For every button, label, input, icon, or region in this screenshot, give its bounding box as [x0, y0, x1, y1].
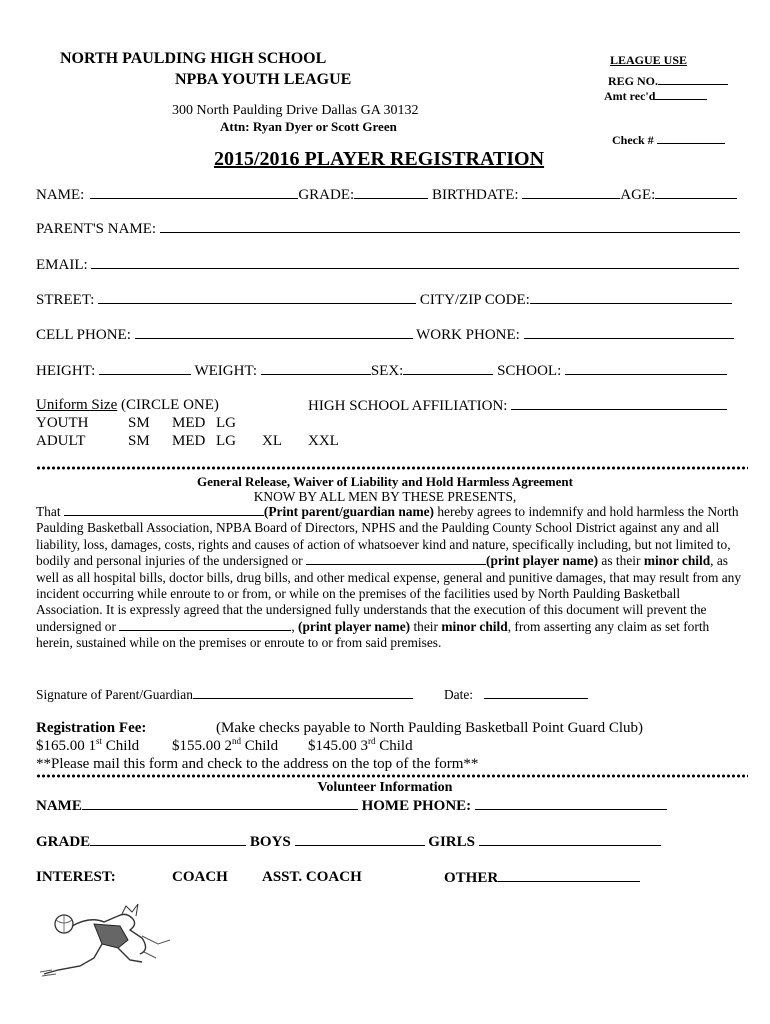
- interest-label: INTEREST:: [36, 869, 116, 885]
- date-label: Date:: [444, 687, 473, 702]
- fee2-tail: Child: [241, 738, 279, 754]
- other-field[interactable]: [498, 869, 640, 882]
- signature-row: [36, 686, 413, 703]
- height-field[interactable]: [99, 362, 191, 375]
- volunteer-grade-field[interactable]: [90, 833, 246, 846]
- uniform-instruction: (CIRCLE ONE): [120, 397, 219, 413]
- work-phone-field[interactable]: [524, 326, 734, 339]
- uniform-size-heading: [36, 397, 219, 414]
- girls-field[interactable]: [479, 833, 661, 846]
- registration-fee-label: Registration Fee:: [36, 720, 147, 736]
- boys-label: BOYS: [249, 834, 291, 850]
- fee3-tail: Child: [375, 738, 413, 754]
- height-label: HEIGHT:: [36, 363, 96, 379]
- league-name: NPBA YOUTH LEAGUE: [175, 71, 352, 88]
- date-row: [444, 686, 588, 703]
- email-field[interactable]: [91, 256, 739, 269]
- cell-phone-field[interactable]: [135, 326, 413, 339]
- waiver-text-4: their: [410, 618, 442, 634]
- fee-first-child: [36, 738, 139, 755]
- home-phone-label: HOME PHONE:: [361, 798, 472, 814]
- age-field[interactable]: [655, 186, 737, 199]
- sex-label: SEX:: [370, 363, 404, 379]
- signature-label: Signature of Parent/Guardian: [36, 687, 193, 702]
- fee1-tail: Child: [102, 738, 140, 754]
- uniform-size-label: Uniform Size: [36, 397, 118, 413]
- physical-row: [36, 362, 727, 380]
- name-label: NAME:: [36, 187, 85, 203]
- youth-size-sm[interactable]: SM: [128, 415, 150, 431]
- player-name-field-1[interactable]: [306, 554, 486, 565]
- work-phone-label: WORK PHONE:: [416, 327, 520, 343]
- asst-coach-option[interactable]: ASST. COACH: [262, 869, 362, 885]
- waiver-text-5: , from asserting any claim as set forth herein, sustained while on the premises or enroute to or from said premises.: [36, 618, 710, 651]
- print-player-label-2: (print player name): [298, 618, 411, 634]
- check-no-field[interactable]: [612, 133, 725, 148]
- school-field[interactable]: [565, 362, 727, 375]
- youth-size-label: YOUTH: [36, 415, 89, 431]
- email-label: EMAIL:: [36, 257, 88, 273]
- amt-recd-field[interactable]: [604, 89, 707, 104]
- fee1-suffix: st: [96, 736, 103, 746]
- minor-child-2: minor child: [441, 618, 508, 634]
- boys-field[interactable]: [295, 833, 425, 846]
- phone-row: [36, 326, 734, 344]
- fee-third-child: [308, 738, 413, 755]
- fee3-suffix: rd: [368, 736, 376, 746]
- adult-size-lg[interactable]: LG: [216, 433, 236, 449]
- fee2-suffix: nd: [232, 736, 241, 746]
- weight-field[interactable]: [261, 362, 371, 375]
- amt-recd-label: Amt rec'd: [604, 89, 656, 103]
- waiver-comma: ,: [291, 618, 299, 634]
- form-title: 2015/2016 PLAYER REGISTRATION: [214, 148, 545, 170]
- affiliation-row: [308, 397, 727, 415]
- basketball-player-mascot-icon: [32, 900, 182, 980]
- mail-note: **Please mail this form and check to the address on the top of the form**: [36, 756, 479, 772]
- school-name: NORTH PAULDING HIGH SCHOOL: [60, 50, 327, 67]
- adult-size-label: ADULT: [36, 433, 86, 449]
- birthdate-field[interactable]: [522, 186, 620, 199]
- minor-child-1: minor child: [643, 553, 711, 569]
- parent-guardian-name-field[interactable]: [64, 505, 264, 516]
- other-option[interactable]: [444, 869, 640, 887]
- fee2-amount: $155.00 2: [172, 738, 232, 754]
- parents-name-field[interactable]: [160, 220, 740, 233]
- fee3-amount: $145.00 3: [308, 738, 368, 754]
- email-row: [36, 256, 739, 274]
- attention-line: Attn: Ryan Dyer or Scott Green: [220, 119, 397, 134]
- reg-no-label: REG NO.: [608, 74, 659, 88]
- fee-second-child: [172, 738, 278, 755]
- reg-no-field[interactable]: [608, 74, 728, 89]
- adult-size-xxl[interactable]: XXL: [308, 433, 339, 449]
- waiver-body: [36, 504, 748, 652]
- sex-field[interactable]: [403, 362, 493, 375]
- street-field[interactable]: [98, 291, 416, 304]
- city-zip-field[interactable]: [530, 291, 732, 304]
- name-field[interactable]: [90, 186, 298, 199]
- coach-option[interactable]: COACH: [172, 869, 228, 885]
- volunteer-grade-label: GRADE: [36, 834, 91, 850]
- waiver-text-2: as their: [598, 553, 644, 569]
- adult-size-xl[interactable]: XL: [262, 433, 282, 449]
- parents-name-label: PARENT'S NAME:: [36, 221, 157, 237]
- age-label: AGE:: [620, 187, 656, 203]
- print-player-label-1: (print player name): [485, 553, 599, 569]
- checks-payable-note: (Make checks payable to North Paulding Basketball Point Guard Club): [216, 720, 643, 736]
- waiver-title: General Release, Waiver of Liability and Hold Harmless Agreement: [197, 474, 573, 489]
- player-row-1: [36, 186, 737, 204]
- school-label: SCHOOL:: [497, 363, 562, 379]
- birthdate-label: BIRTHDATE:: [431, 187, 519, 203]
- signature-field[interactable]: [193, 686, 413, 699]
- section-divider-2: [36, 774, 748, 778]
- player-name-field-2[interactable]: [119, 620, 291, 631]
- section-divider: [36, 466, 748, 470]
- address-row: [36, 291, 732, 309]
- grade-label: GRADE:: [298, 187, 355, 203]
- waiver-subtitle: KNOW BY ALL MEN BY THESE PRESENTS,: [253, 489, 517, 504]
- fee1-amount: $165.00 1: [36, 738, 96, 754]
- youth-size-lg[interactable]: LG: [216, 415, 236, 431]
- parent-row: [36, 220, 740, 238]
- home-phone-field[interactable]: [475, 797, 667, 810]
- city-zip-label: CITY/ZIP CODE:: [419, 292, 530, 308]
- volunteer-name-label: NAME: [36, 798, 82, 814]
- volunteer-name-row: [36, 797, 667, 815]
- weight-label: WEIGHT:: [194, 363, 258, 379]
- waiver-text-1: hereby agrees to indemnify and hold harmless the North Paulding Basketball Association, NPBA Board of Directors, NPHS and the Paulding County School District against any and all liability, loss, damages, costs, rights and causes of action of whatsoever kind and nature, specifically including, but not limited to, bodily and personal injuries of the undersigned or: [36, 504, 739, 569]
- school-address: 300 North Paulding Drive Dallas GA 30132: [172, 103, 419, 118]
- street-label: STREET:: [36, 292, 95, 308]
- adult-size-sm[interactable]: SM: [128, 433, 150, 449]
- youth-size-med[interactable]: MED: [172, 415, 206, 431]
- volunteer-title: Volunteer Information: [317, 780, 453, 795]
- league-use-heading: LEAGUE USE: [610, 53, 688, 67]
- cell-phone-label: CELL PHONE:: [36, 327, 131, 343]
- print-parent-label: (Print parent/guardian name): [263, 504, 435, 519]
- girls-label: GIRLS: [428, 834, 475, 850]
- check-no-label: Check #: [612, 133, 654, 147]
- affiliation-field[interactable]: [511, 397, 727, 410]
- grade-field[interactable]: [354, 186, 428, 199]
- volunteer-grade-row: [36, 833, 661, 851]
- adult-size-med[interactable]: MED: [172, 433, 206, 449]
- waiver-text-3: , as well as all hospital bills, doctor bills, drug bills, and other medical expense, general and punitive damages, that may result from any incident occurring while enroute to or from, or while on the premises of the facilities used by North Paulding Basketball Association. It is expressly agreed that the undersigned fully understands that the execution of this document will prevent the undersigned or: [36, 553, 742, 634]
- date-field[interactable]: [484, 686, 588, 699]
- that-label: That: [36, 504, 61, 519]
- volunteer-name-field[interactable]: [82, 797, 358, 810]
- affiliation-label: HIGH SCHOOL AFFILIATION:: [308, 398, 508, 414]
- other-label: OTHER: [444, 870, 499, 886]
